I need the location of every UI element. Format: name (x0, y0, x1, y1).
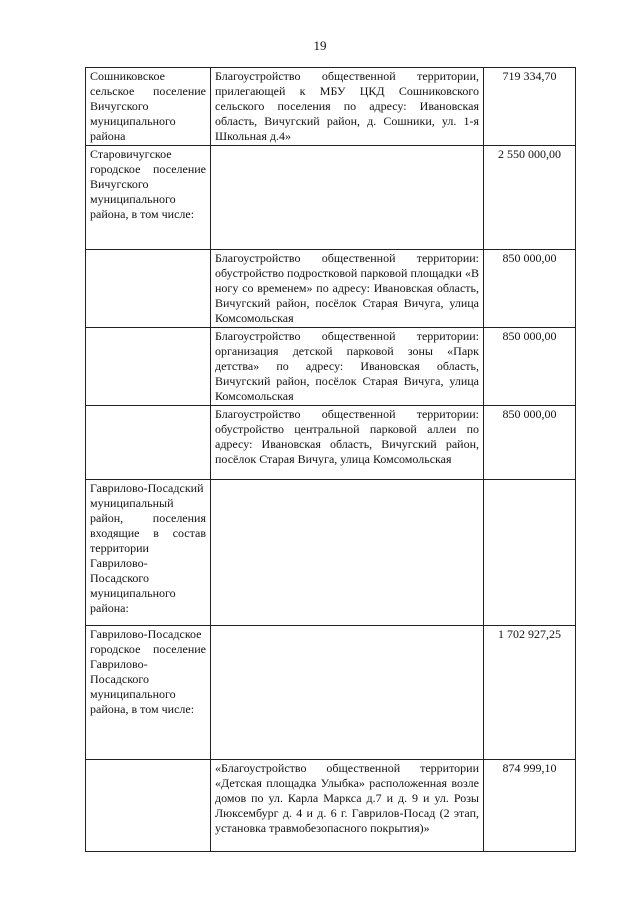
territory-cell: Гаврилово-Посадское городское поселение Гаврилово-Посадского муниципального района, в том числе: (86, 626, 211, 760)
improvement-table (85, 67, 576, 852)
description-cell (211, 480, 484, 626)
amount-cell: 719 334,70 (484, 68, 576, 146)
territory-cell: Гаврилово-Посадский муниципальный район, поселения входящие в состав территории Гаврилово-Посадского муниципального района: (86, 480, 211, 626)
amount-cell: 874 999,10 (484, 760, 576, 852)
amount-cell: 1 702 927,25 (484, 626, 576, 760)
table-row (86, 760, 576, 852)
table-row (86, 68, 576, 146)
territory-cell (86, 328, 211, 406)
description-cell: «Благоустройство общественной территории «Детская площадка Улыбка» расположенная возле домов по ул. Карла Маркса д.7 и д. 9 и ул. Розы Люксембург д. 4 и д. 6 г. Гаврилов-Посад (2 этап, установка травмобезопасного покрытия)» (211, 760, 484, 852)
description-cell (211, 146, 484, 250)
amount-cell: 850 000,00 (484, 250, 576, 328)
table-row (86, 406, 576, 480)
table-row (86, 146, 576, 250)
amount-cell: 850 000,00 (484, 328, 576, 406)
amount-cell: 850 000,00 (484, 406, 576, 480)
territory-cell (86, 250, 211, 328)
territory-cell: Сошниковское сельское поселение Вичугского муниципального района (86, 68, 211, 146)
amount-cell (484, 480, 576, 626)
description-cell: Благоустройство общественной территории, прилегающей к МБУ ЦКД Сошниковского сельского поселения по адресу: Ивановская область, Вичугский район, д. Сошники, ул. 1-я Школьная д.4» (211, 68, 484, 146)
description-cell (211, 626, 484, 760)
territory-cell (86, 760, 211, 852)
table-row (86, 480, 576, 626)
territory-cell (86, 406, 211, 480)
description-cell: Благоустройство общественной территории: организация детской парковой зоны «Парк детства» по адресу: Ивановская область, Вичугский район, посёлок Старая Вичуга, улица Комсомольская (211, 328, 484, 406)
table-row (86, 328, 576, 406)
description-cell: Благоустройство общественной территории: обустройство подростковой парковой площадки «В ногу со временем» по адресу: Ивановская область, Вичугский район, посёлок Старая Вичуга, улица Комсомольская (211, 250, 484, 328)
territory-cell: Старовичугское городское поселение Вичугского муниципального района, в том числе: (86, 146, 211, 250)
table-row (86, 250, 576, 328)
page-number: 19 (313, 38, 327, 53)
amount-cell: 2 550 000,00 (484, 146, 576, 250)
description-cell: Благоустройство общественной территории: обустройство центральной парковой аллеи по адресу: Ивановская область, Вичугский район, посёлок Старая Вичуга, улица Комсомольская (211, 406, 484, 480)
table-row (86, 626, 576, 760)
